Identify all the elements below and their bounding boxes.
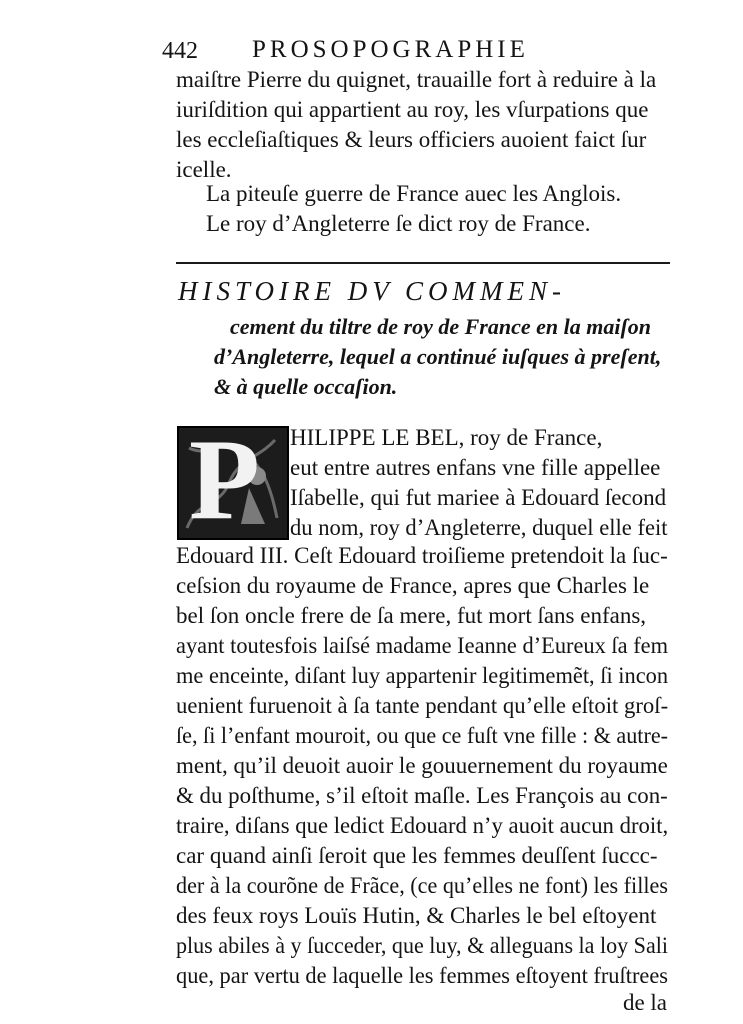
- decorated-initial: [177, 416, 289, 544]
- text-line: car quand ainſi ſeroit que les femmes deuſſent ſuccc-: [176, 843, 658, 868]
- text-line: les eccleſiaſtiques & leurs officiers auoient faict ſur: [176, 127, 647, 152]
- text-line: ment, qu’il deuoit auoir le gouuernement du royaume: [176, 753, 668, 778]
- text-line: Iſabelle, qui fut mariee à Edouard ſecond: [290, 485, 667, 510]
- section-heading-line: cement du tiltre de roy de France en la maiſon: [230, 314, 652, 339]
- section-heading-line: & à quelle occaſion.: [214, 374, 398, 399]
- text-line: der à la courõne de Frãce, (ce qu’elles ne font) les filles: [176, 873, 668, 898]
- text-line: que, par vertu de laquelle les femmes eſtoyent fruſtrees: [176, 963, 669, 988]
- text-line: icelle.: [176, 157, 232, 182]
- text-line: des feux roys Louïs Hutin, & Charles le bel eſtoyent: [176, 903, 657, 928]
- text-line: me enceinte, diſant luy appartenir legitimemẽt, ſi incon: [176, 663, 669, 688]
- note-line: La piteuſe guerre de France auec les Anglois.: [206, 181, 622, 206]
- drop-cap-letter: P: [189, 416, 260, 544]
- text-line: ayant toutesfois laiſsé madame Ieanne d’Eureux ſa fem: [176, 633, 669, 658]
- text-line: HILIPPE LE BEL, roy de France,: [290, 425, 603, 450]
- text-line: uenient furuenoit à ſa tante pendant qu’elle eſtoit groſ-: [176, 693, 669, 718]
- text-line: & du poſthume, s’il eſtoit maſle. Les François au con-: [176, 783, 668, 808]
- text-line: ſe, ſi l’enfant mouroit, ou que ce fuſt vne fille : & autre-: [176, 723, 669, 748]
- text-line: iuriſdition qui appartient au roy, les vſurpations que: [176, 97, 649, 122]
- text-line: eut entre autres enfans vne fille appellee: [290, 455, 661, 480]
- text-line: traire, diſans que ledict Edouard n’y auoit aucun droit,: [176, 813, 669, 838]
- text-line: ceſsion du royaume de France, apres que Charles le: [176, 573, 650, 598]
- section-divider: [176, 262, 670, 264]
- text-line: bel ſon oncle frere de ſa mere, fut mort ſans enfans,: [176, 603, 647, 628]
- text-line: maiſtre Pierre du quignet, trauaille fort à reduire à la: [176, 67, 657, 92]
- text-line: plus abiles à y ſucceder, que luy, & alleguans la loy Sali: [176, 933, 668, 958]
- section-heading-line: d’Angleterre, lequel a continué iuſques à preſent,: [214, 344, 662, 369]
- note-line: Le roy d’Angleterre ſe dict roy de France.: [206, 211, 591, 236]
- catchword: de la: [622, 990, 667, 1015]
- text-line: du nom, roy d’Angleterre, duquel elle feit: [290, 515, 668, 540]
- section-heading-title: HISTOIRE DV COMMEN-: [178, 276, 566, 306]
- running-title: PROSOPOGRAPHIE: [252, 36, 529, 63]
- page-number: 442: [162, 38, 198, 64]
- text-line: Edouard III. Ceſt Edouard troiſieme pretendoit la ſuc-: [176, 543, 668, 568]
